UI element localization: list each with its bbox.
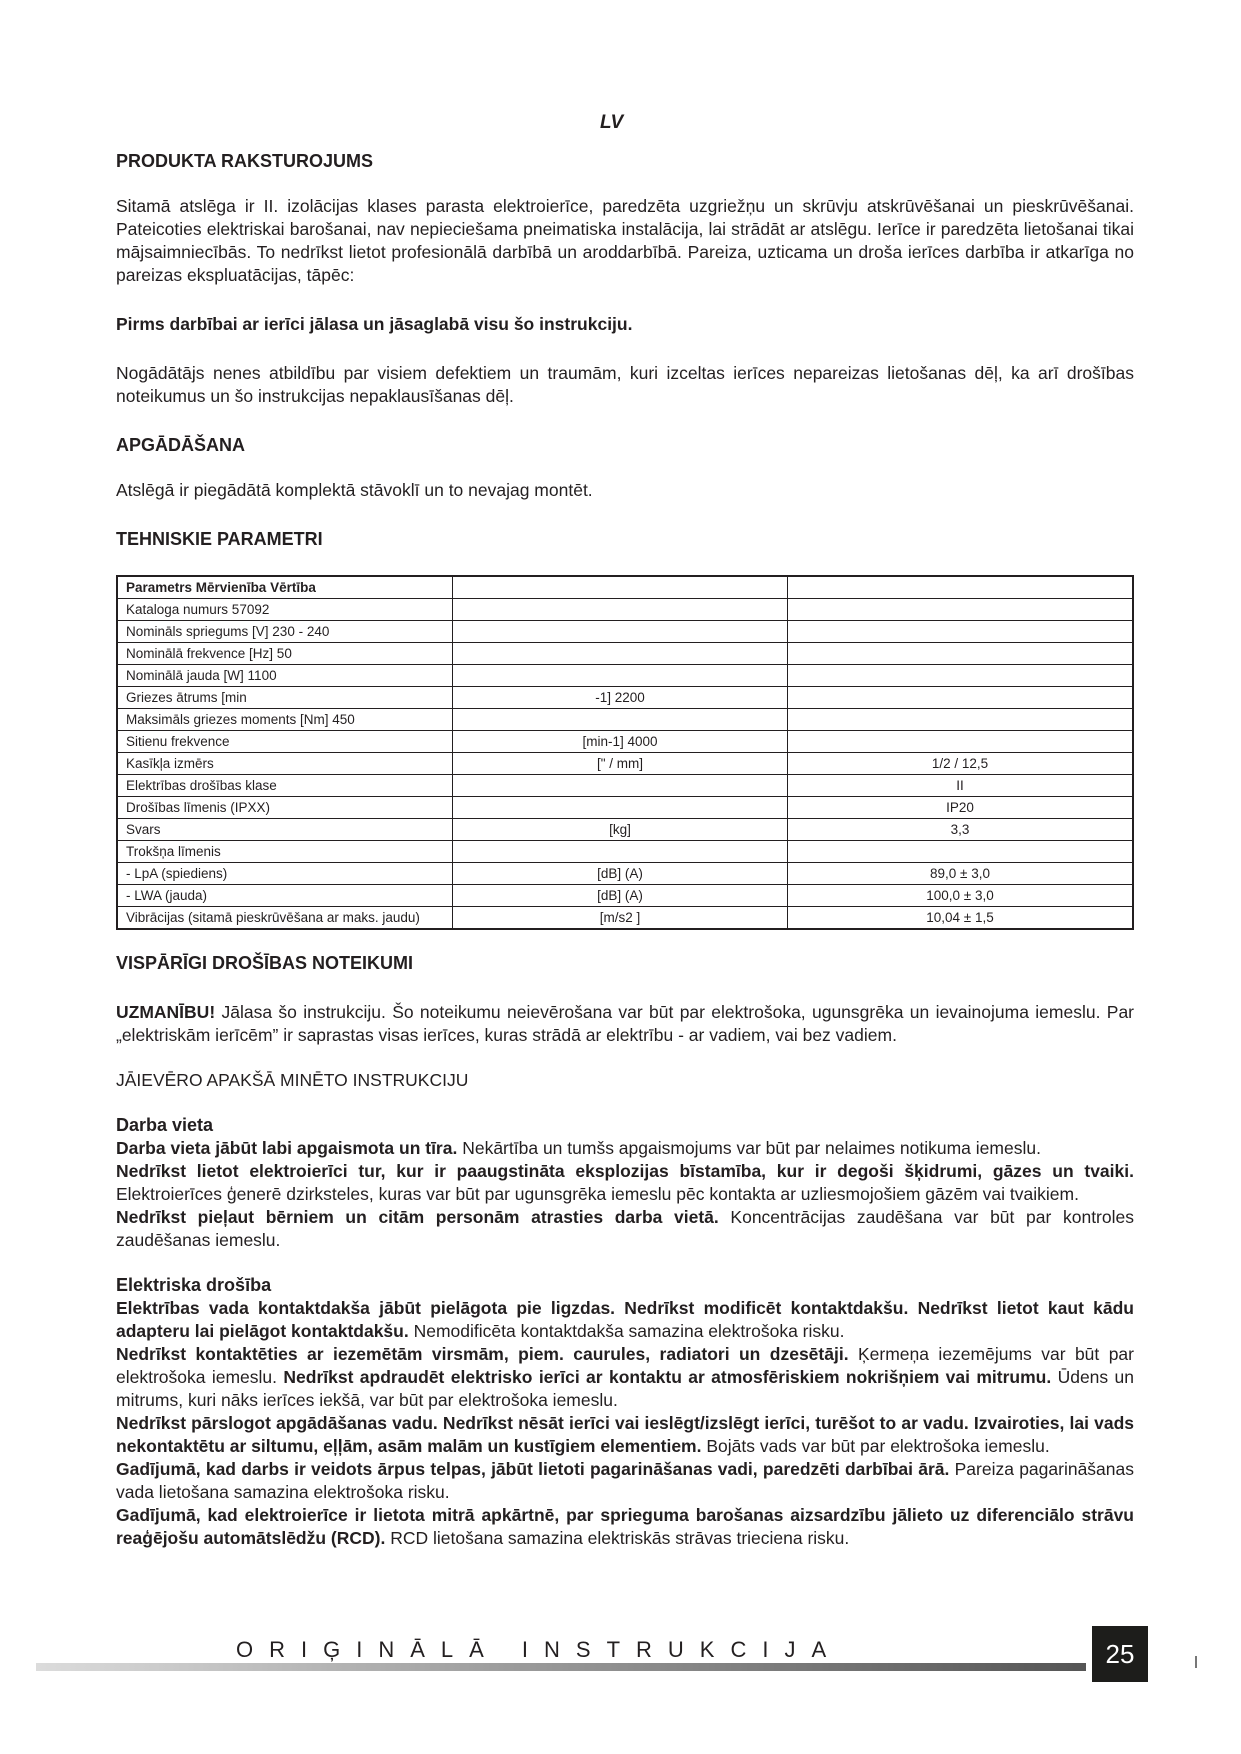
table-cell-c2: [dB] (A) — [453, 885, 788, 907]
table-cell-c3 — [788, 599, 1134, 621]
table-cell-c3: 1/2 / 12,5 — [788, 753, 1134, 775]
table-row — [117, 709, 1133, 731]
electrical-rule — [116, 1343, 1134, 1412]
subsection-title-electrical: Elektriska drošība — [116, 1275, 272, 1295]
section-title-characteristics: PRODUKTA RAKSTUROJUMS — [116, 151, 374, 171]
table-cell-c3 — [788, 665, 1134, 687]
read-instructions-notice: Pirms darbībai ar ierīci jālasa un jāsaglabā visu šo instrukciju. — [116, 314, 633, 334]
document-body — [116, 150, 1134, 1550]
table-cell-c3: 100,0 ± 3,0 — [788, 885, 1134, 907]
table-row — [117, 753, 1133, 775]
table-cell-c3 — [788, 687, 1134, 709]
table-cell-c1: - LpA (spiediens) — [117, 863, 453, 885]
rule-text: RCD lietošana samazina elektriskās strāvas trieciena risku. — [385, 1528, 850, 1548]
table-cell-c2 — [453, 841, 788, 863]
table-cell-c3: IP20 — [788, 797, 1134, 819]
rule-bold: Gadījumā, kad darbs ir veidots ārpus telpas, jābūt lietoti pagarināšanas vadi, paredzēti darbībai ārā. — [116, 1459, 950, 1479]
table-cell-c1: Vibrācijas (sitamā pieskrūvēšana ar maks. jaudu) — [117, 907, 453, 930]
table-cell-c1: Maksimāls griezes moments [Nm] 450 — [117, 709, 453, 731]
table-row — [117, 841, 1133, 863]
technical-parameters-table — [116, 575, 1134, 930]
table-row — [117, 665, 1133, 687]
electrical-rule — [116, 1504, 1134, 1550]
rule-text: Pareiza pagarināšanas vada lietošana samazina elektrošoka risku. — [116, 1459, 1134, 1502]
subsection-title-workplace: Darba vieta — [116, 1115, 214, 1135]
electrical-rule — [116, 1412, 1134, 1458]
table-cell-c2 — [453, 775, 788, 797]
electrical-rule — [116, 1458, 1134, 1504]
table-row — [117, 599, 1133, 621]
table-cell-c2: -1] 2200 — [453, 687, 788, 709]
table-cell-c1: Svars — [117, 819, 453, 841]
table-row — [117, 643, 1133, 665]
table-cell-c3 — [788, 621, 1134, 643]
rule-text: Elektroierīces ģenerē dzirksteles, kuras var būt par ugunsgrēka iemeslu pēc kontakta ar uzliesmojošiem gāzēm vai tvaikiem. — [116, 1184, 1079, 1204]
characteristics-paragraph: Sitamā atslēga ir II. izolācijas klases parasta elektroierīce, paredzēta uzgriežņu un skrūvju atskrūvēšanai un pieskrūvēšanai. Pateicoties elektriskai barošanai, nav nepieciešama pneimatiska instalācija, lai strādāt ar atslēgu. Ierīce ir paredzēta lietošanai tikai mājsaimniecībās. To nedrīkst lietot profesionālā darbībā un aroddarbībā. Pareiza, uzticama un droša ierīces darbība ir atkarīga no pareizas ekspluatācijas, tāpēc: — [116, 196, 1134, 285]
page-number: 25 — [1092, 1626, 1148, 1682]
table-cell-c3: 10,04 ± 1,5 — [788, 907, 1134, 930]
table-cell-c3: 89,0 ± 3,0 — [788, 863, 1134, 885]
section-title-technical: TEHNISKIE PARAMETRI — [116, 529, 323, 549]
table-cell-c2 — [453, 709, 788, 731]
table-cell-c1: Drošības līmenis (IPXX) — [117, 797, 453, 819]
workplace-rule — [116, 1206, 1134, 1252]
electrical-rule — [116, 1297, 1134, 1343]
table-cell-c1: Elektrības drošības klase — [117, 775, 453, 797]
edge-mark — [1195, 1656, 1197, 1668]
table-cell-c3 — [788, 841, 1134, 863]
table-cell-c1: Nomināls spriegums [V] 230 - 240 — [117, 621, 453, 643]
rule-bold: Nedrīkst lietot elektroierīci tur, kur ir paaugstināta eksplozijas bīstamība, kur ir degoši šķidrumi, gāzes un tvaiki. — [116, 1161, 1134, 1181]
supply-paragraph: Atslēgā ir piegādātā komplektā stāvoklī un to nevajag montēt. — [116, 480, 593, 500]
table-cell-c1: Kataloga numurs 57092 — [117, 599, 453, 621]
table-cell-c1: Trokšņa līmenis — [117, 841, 453, 863]
table-cell-c3 — [788, 731, 1134, 753]
table-row — [117, 819, 1133, 841]
liability-paragraph: Nogādātājs nenes atbildību par visiem defektiem un traumām, kuri izceltas ierīces nepareizas lietošanas dēļ, ka arī drošības noteikumus un šo instrukcijas nepaklausīšanas dēļ. — [116, 363, 1134, 406]
rule-bold: Nedrīkst kontaktēties ar iezemētām virsmām, piem. caurules, radiatori un dzesētāji. — [116, 1344, 849, 1364]
table-row — [117, 775, 1133, 797]
table-cell-c1: Sitienu frekvence — [117, 731, 453, 753]
table-row — [117, 907, 1133, 930]
table-cell-c3: II — [788, 775, 1134, 797]
section-title-supply: APGĀDĀŠANA — [116, 435, 246, 455]
table-cell-c1: Kasīkļa izmērs — [117, 753, 453, 775]
rule-bold: Nedrīkst pieļaut bērniem un citām personām atrasties darba vietā. — [116, 1207, 719, 1227]
table-cell-c2 — [453, 643, 788, 665]
table-row — [117, 621, 1133, 643]
table-row — [117, 863, 1133, 885]
footer-title: ORIĢINĀLĀ INSTRUKCIJA — [232, 1637, 846, 1663]
table-cell-c2 — [453, 665, 788, 687]
table-cell-c2 — [453, 621, 788, 643]
table-cell-c3 — [788, 643, 1134, 665]
footer-bar — [36, 1663, 1086, 1671]
rule-text: Nemodificēta kontaktdakša samazina elektrošoka risku. — [408, 1321, 845, 1341]
rule-bold: Nedrīkst pārslogot apgādāšanas vadu. Nedrīkst nēsāt ierīci vai ieslēgt/izslēgt ierīci, turēšot to ar vadu. Izvairoties, lai vads nekontaktētu ar siltumu, eļļām, asām malām un kustīgiem elementiem. — [116, 1413, 1134, 1456]
table-cell-c2: [kg] — [453, 819, 788, 841]
table-cell-c2 — [453, 599, 788, 621]
table-cell-c1: Griezes ātrums [min — [117, 687, 453, 709]
rule-text: Koncentrācijas zaudēšana var būt par kontroles zaudēšanas iemeslu. — [116, 1207, 1134, 1250]
rule-bold: Nedrīkst apdraudēt elektrisko ierīci ar kontaktu ar atmosfēriskiem nokrišņiem vai mitrumu. — [283, 1367, 1052, 1387]
warning-paragraph — [116, 1001, 1134, 1047]
warning-text: Jālasa šo instrukciju. Šo noteikumu neievērošana var būt par elektrošoka, ugunsgrēka un ievainojuma iemeslu. Par „elektriskām ierīcēm” ir saprastas visas ierīces, kuras strādā ar elektrību - ar vadiem, vai bez vadiem. — [116, 1002, 1134, 1045]
workplace-rule — [116, 1137, 1134, 1160]
table-header-cell-empty — [453, 576, 788, 599]
table-row — [117, 885, 1133, 907]
table-cell-c2: [m/s2 ] — [453, 907, 788, 930]
table-cell-c2: [" / mm] — [453, 753, 788, 775]
table-header-cell-empty — [788, 576, 1134, 599]
section-title-safety: VISPĀRĪGI DROŠĪBAS NOTEIKUMI — [116, 953, 414, 973]
table-header-row — [117, 576, 1133, 599]
workplace-rule — [116, 1160, 1134, 1206]
table-cell-c1: - LWA (jauda) — [117, 885, 453, 907]
notice-heading: JĀIEVĒRO APAKŠĀ MINĒTO INSTRUKCIJU — [116, 1070, 469, 1090]
table-cell-c1: Nominālā frekvence [Hz] 50 — [117, 643, 453, 665]
rule-text: Bojāts vads var būt par elektrošoka iemeslu. — [701, 1436, 1050, 1456]
table-cell-c1: Nominālā jauda [W] 1100 — [117, 665, 453, 687]
language-label: LV — [600, 112, 624, 133]
rule-text: Nekārtība un tumšs apgaismojums var būt par nelaimes notikuma iemeslu. — [457, 1138, 1041, 1158]
table-row — [117, 797, 1133, 819]
table-row — [117, 687, 1133, 709]
rule-bold: Elektrības vada kontaktdakša jābūt pielāgota pie ligzdas. Nedrīkst modificēt kontaktdakšu. Nedrīkst lietot kaut kādu adapteru lai pielāgot kontaktdakšu. — [116, 1298, 1134, 1341]
table-header-cell: Parametrs Mērvienība Vērtība — [117, 576, 453, 599]
table-cell-c3 — [788, 709, 1134, 731]
table-cell-c2: [dB] (A) — [453, 863, 788, 885]
table-row — [117, 731, 1133, 753]
rule-bold: Darba vieta jābūt labi apgaismota un tīra. — [116, 1138, 458, 1158]
table-cell-c2: [min-1] 4000 — [453, 731, 788, 753]
rule-bold: Gadījumā, kad elektroierīce ir lietota mitrā apkārtnē, par sprieguma barošanas aizsardzību jālieto uz diferenciālo strāvu reaģējošu automātslēdžu (RCD). — [116, 1505, 1134, 1548]
warning-label: UZMANĪBU! — [116, 1002, 216, 1022]
table-cell-c2 — [453, 797, 788, 819]
table-cell-c3: 3,3 — [788, 819, 1134, 841]
rule-text: Ūdens un mitrums, kuri nāks ierīces iekšā, var būt par elektrošoka iemeslu. — [116, 1367, 1134, 1410]
rule-text: Ķermeņa iezemējums var būt par elektrošoka iemeslu. — [116, 1344, 1134, 1387]
